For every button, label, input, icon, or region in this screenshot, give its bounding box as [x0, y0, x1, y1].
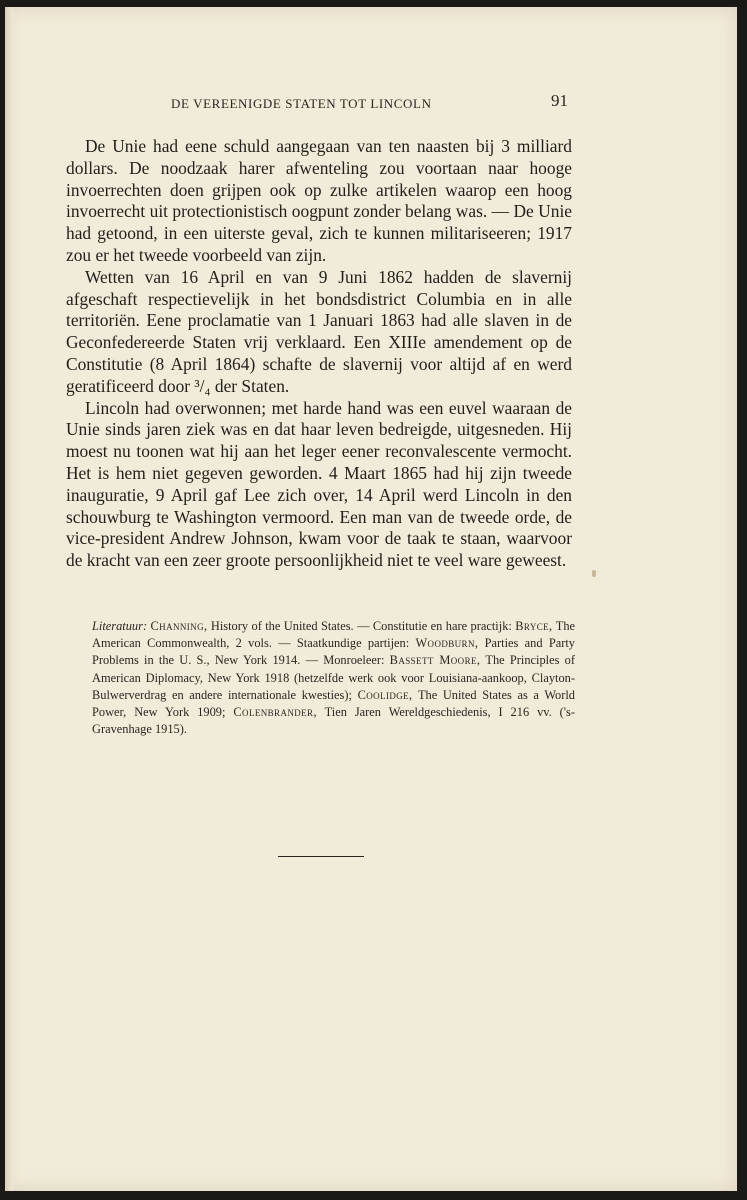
- body-text: [66, 136, 572, 572]
- literature-text-6: Tien Jaren Wereldgeschiedenis, I 216 vv. ('s-Gravenhage 1915).: [92, 705, 575, 737]
- running-head: DE VEREENIGDE STATEN TOT LINCOLN: [171, 96, 432, 111]
- paper-speck: [592, 570, 596, 577]
- literature-text-3: Parties and Party Problems in the U. S., New York 1914. — Monroeleer:: [92, 636, 575, 668]
- literature-text-5: The United States as a World Power, New York 1909;: [92, 687, 575, 720]
- author-channing: Channing,: [150, 619, 208, 633]
- page-header: [92, 88, 572, 112]
- paragraph-3: Lincoln had overwonnen; met harde hand was een euvel waaraan de Unie sinds jaren ziek was en dat haar leven bedreigde, uitgesneden. Hij moest nu toonen wat hij aan het leger eener reconvalescente vermocht. Het is hem niet gegeven geworden. 4 Maart 1865 had hij zijn tweede inauguratie, 9 April gaf Lee zich over, 14 April werd Lincoln in den schouwburg te Washington vermoord. Een man van de tweede orde, de vice-president Andrew Johnson, kwam voor de taak te staan, waarvoor de kracht van een zeer groote persoonlijkheid niet te veel ware geweest.: [66, 397, 572, 571]
- author-bryce: Bryce,: [515, 619, 553, 633]
- paragraph-2: Wetten van 16 April en van 9 Juni 1862 hadden de slavernij afgeschaft respectievelijk in het bondsdistrict Columbia en in alle territoriën. Eene proclamatie van 1 Januari 1863 had alle slaven in de Geconfedereerde Staten vrij verklaard. Een XIIIe amendement op de Constitutie (8 April 1864) schafte de slavernij voor altijd af en werd geratificeerd door ³/₄ der Staten.: [66, 266, 572, 396]
- literature-text-1: History of the United States. — Constitutie en hare practijk:: [207, 619, 516, 633]
- literature-text-2: The American Commonwealth, 2 vols. — Staatkundige partijen:: [92, 619, 576, 651]
- author-bassett-moore: Bassett Moore,: [389, 653, 481, 668]
- author-colenbrander: Colenbrander,: [233, 705, 317, 720]
- literature-text-4: The Principles of American Diplomacy, New York 1918 (hetzelfde werk ook voor Louisiana-aankoop, Clayton-Bulwerverdrag en andere internationale kwesties);: [92, 653, 575, 702]
- page-number: 91: [551, 91, 568, 110]
- author-coolidge: Coolidge,: [357, 687, 413, 702]
- page-binding-edge: [5, 7, 13, 1191]
- paragraph-1: De Unie had eene schuld aangegaan van ten naasten bij 3 milliard dollars. De noodzaak harer afwenteling zou voortaan naar hooge invoerrechten doen grijpen ook op zulke artikelen waarop een hoog invoerrecht uit protectionistisch oogpunt zonder belang was. — De Unie had getoond, in een uiterste geval, zich te kunnen militariseeren; 1917 zou er het tweede voorbeeld van zijn.: [66, 136, 572, 265]
- end-rule: [278, 856, 364, 857]
- author-woodburn: Woodburn,: [415, 636, 479, 651]
- literature-label: Literatuur:: [92, 619, 148, 633]
- literature-note: [92, 618, 575, 738]
